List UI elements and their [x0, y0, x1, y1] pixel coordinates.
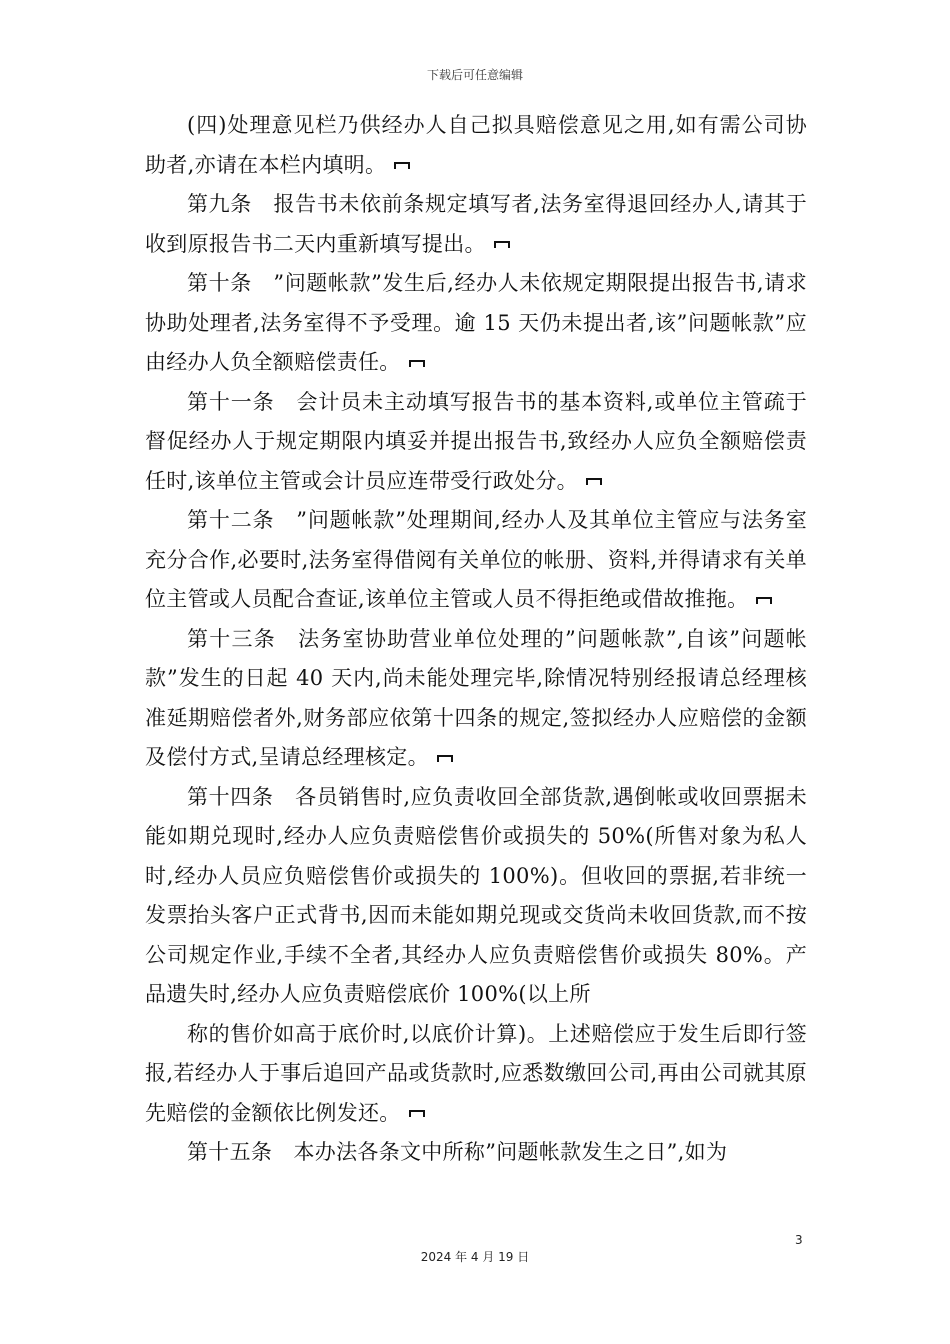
article-11	[145, 383, 807, 502]
paragraph-mark-icon	[409, 1110, 427, 1118]
paragraph-text: 第十条 ”问题帐款”发生后,经办人未依规定期限提出报告书,请求协助处理者,法务室得不予受理。逾 15 天仍未提出者,该”问题帐款”应由经办人负全额赔偿责任。	[145, 271, 807, 374]
paragraph-mark-icon	[494, 241, 512, 249]
article-10	[145, 264, 807, 383]
paragraph-text: 称的售价如高于底价时,以底价计算)。上述赔偿应于发生后即行签报,若经办人于事后追回产品或货款时,应悉数缴回公司,再由公司就其原先赔偿的金额依比例发还。	[145, 1021, 807, 1125]
paragraph-mark-icon	[586, 478, 604, 486]
article-13	[145, 620, 807, 778]
article-14-continued	[145, 1015, 807, 1134]
paragraph-text: 第十四条 各员销售时,应负责收回全部货款,遇倒帐或收回票据未能如期兑现时,经办人应负责赔偿售价或损失的 50%(所售对象为私人时,经办人员应负赔偿售价或损失的 100%)。但收回的票据,若非统一发票抬头客户正式背书,因而未能如期兑现或交货尚未收回货款,而不按公司规定作业,手续不全者,其经办人应负责赔偿售价或损失 80%。产品遗失时,经办人应负责赔偿底价 100%(以上所	[145, 784, 807, 1006]
paragraph-text: 第十一条 会计员未主动填写报告书的基本资料,或单位主管疏于督促经办人于规定期限内填妥并提出报告书,致经办人应负全额赔偿责任时,该单位主管或会计员应连带受行政处分。	[145, 389, 807, 493]
page-number: 3	[795, 1233, 803, 1247]
article-15	[145, 1133, 807, 1173]
paragraph-mark-icon	[394, 162, 412, 170]
article-14	[145, 778, 807, 1015]
page-header: 下载后可任意编辑	[426, 68, 523, 82]
article-9	[145, 185, 807, 264]
paragraph-item-4	[145, 106, 807, 185]
document-body	[145, 106, 807, 1173]
page-footer-date: 2024 年 4 月 19 日	[420, 1250, 530, 1264]
paragraph-text: 第九条 报告书未依前条规定填写者,法务室得退回经办人,请其于收到原报告书二天内重新填写提出。	[145, 192, 807, 256]
paragraph-mark-icon	[756, 597, 774, 605]
paragraph-mark-icon	[437, 755, 455, 763]
paragraph-text: 第十三条 法务室协助营业单位处理的”问题帐款”,自该”问题帐款”发生的日起 40 天内,尚未能处理完毕,除情况特别经报请总经理核准延期赔偿者外,财务部应依第十四条的规定,签拟经办人应赔偿的金额及偿付方式,呈请总经理核定。	[145, 626, 807, 769]
paragraph-mark-icon	[409, 360, 427, 368]
paragraph-text: 第十二条 ”问题帐款”处理期间,经办人及其单位主管应与法务室充分合作,必要时,法务室得借阅有关单位的帐册、资料,并得请求有关单位主管或人员配合查证,该单位主管或人员不得拒绝或借故推拖。	[145, 508, 807, 611]
article-12	[145, 501, 807, 620]
paragraph-text: 第十五条 本办法各条文中所称”问题帐款发生之日”,如为	[187, 1140, 728, 1164]
paragraph-text: (四)处理意见栏乃供经办人自己拟具赔偿意见之用,如有需公司协助者,亦请在本栏内填明。	[145, 113, 807, 177]
